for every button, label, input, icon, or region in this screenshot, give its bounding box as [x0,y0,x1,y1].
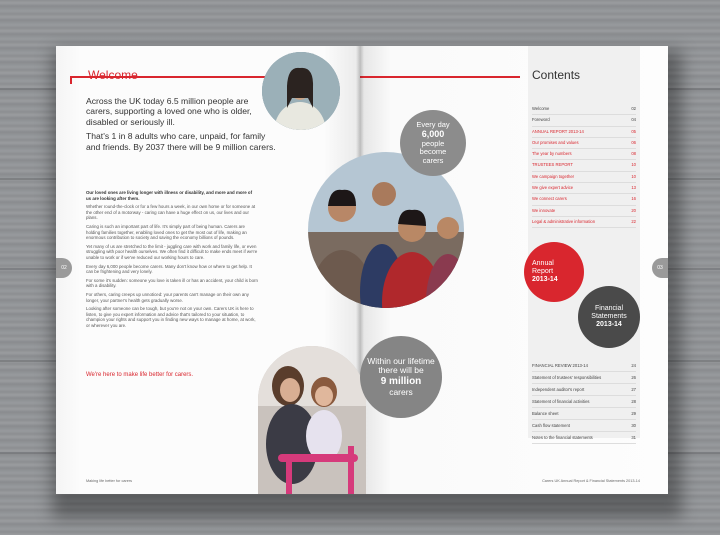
toc-row[interactable] [532,420,636,432]
body-paragraph: Caring is such an important part of life. It's simply part of being human. Carers are holding families together, enabling loved ones to get the most out of life, making an enormous contribution to society and saving the economy billions of pounds. [86,223,247,241]
toc-row[interactable] [532,384,636,396]
toc-row[interactable] [532,372,636,384]
toc-row[interactable] [532,183,636,194]
toc-label: Cash flow statement [532,423,570,428]
toc-page: 16 [631,196,636,202]
stat-9million-circle [360,336,442,418]
toc-label: We campaign together [532,173,575,179]
toc-label: Our promises and values [532,139,579,145]
toc-label: We give expert advice [532,185,574,191]
toc-label: TRUSTEES REPORT [532,162,573,168]
toc-row[interactable] [532,149,636,160]
page-number-tab: 02 [56,258,72,278]
family-group-photo [308,152,464,308]
stat-line: Within our lifetime there will be [367,355,435,376]
toc-page: 05 [631,128,636,134]
woman-portrait-photo [262,52,340,130]
toc-row[interactable] [532,127,636,138]
toc-row[interactable] [532,408,636,420]
page-number-tab: 03 [652,258,668,278]
toc-label: We innovate [532,207,556,213]
toc-page: 08 [631,151,636,157]
toc-label: Statement of trustees' responsibilities [532,375,602,380]
circle-line: 2013-14 [532,276,558,284]
toc-page: 10 [631,162,636,168]
toc-page: 20 [631,207,636,213]
body-paragraph: Every day 6,000 people become carers. Many don't know how or where to get help. It can be frightening and very lonely. [86,263,252,275]
body-paragraph: For others, caring creeps up unnoticed: your parents can't manage on their own any longer, your partner's health gets gradually worse. [86,291,249,303]
toc-page: 10 [631,173,636,179]
toc-page: 02 [631,106,636,111]
red-rule-tick [70,76,72,84]
toc-label: FINANCIAL REVIEW 2013-14 [532,363,588,368]
toc-row[interactable] [532,396,636,408]
stat-6000-circle [400,110,466,176]
intro-paragraph: Across the UK today 6.5 million people are carers, supporting a loved one who is older, disabled or seriously ill. [86,96,252,127]
toc-page: 06 [631,139,636,145]
toc-label: Notes to the financial statements [532,435,593,440]
stat-number: 6,000 [421,129,445,140]
toc-label: The year by numbers [532,151,572,157]
body-paragraph: For some it's sudden: someone you love is taken ill or has an accident, your child is born with a disability. [86,277,258,289]
red-rule [360,76,520,78]
toc-label: Independent auditor's report [532,387,585,392]
toc-row[interactable] [532,194,636,205]
body-paragraph: Whether round-the-clock or for a few hours a week, in our own home or for someone at the other end of a motorway - caring can have a huge effect on us, our lives and our plans. [86,204,256,221]
toc-row[interactable] [532,217,636,228]
toc-label: Statement of financial activities [532,399,590,404]
toc-page: 24 [631,363,636,368]
intro-paragraph: That's 1 in 8 adults who care, unpaid, for family and friends. By 2037 there will be 9 million carers. [86,131,276,152]
toc-label: We connect carers [532,196,567,202]
toc-label: Legal & administrative information [532,218,596,224]
intro-text [86,96,276,156]
annual-report-circle [524,242,584,302]
body-paragraph: Looking after someone can be tough, but you're not on your own. Carers UK is here to listen, to give you expert information and advice that's tailored to your situation, to champion your rights and support you in finding new ways to manage at home, at work, or wherever you are. [86,306,256,328]
toc-row[interactable] [532,138,636,149]
footer-text: Making life better for carers [86,479,133,483]
toc-label: Balance sheet [532,411,559,416]
toc-row[interactable] [532,172,636,183]
toc-page: 26 [631,375,636,380]
financial-statements-circle [578,286,640,348]
toc-row[interactable] [532,360,636,372]
toc-page: 30 [631,423,636,428]
toc-label: Welcome [532,106,550,111]
body-paragraph: Our loved ones are living longer with illness or disability, and more and more of us are looking after them. [86,190,253,201]
toc-row[interactable] [532,104,636,115]
toc-label: Foreword [532,117,550,123]
stat-line: people become carers [419,138,447,165]
toc-row[interactable] [532,432,636,444]
contents-title: Contents [532,68,581,82]
toc-page: 13 [631,185,636,191]
toc-page: 27 [631,387,636,392]
circle-line: Annual [532,259,554,267]
contents-list [532,104,636,228]
circle-line: Statements [591,312,627,320]
stat-line: carers [389,386,413,397]
toc-label: ANNUAL REPORT 2013-14 [532,128,584,134]
toc-row[interactable] [532,160,636,171]
page-title: Welcome [88,68,138,82]
toc-page: 22 [631,218,636,224]
carer-illustration [258,346,366,494]
footer-text: Carers UK Annual Report & Financial Statements 2013-14 [542,479,640,483]
toc-page: 28 [631,399,636,404]
body-text [86,190,258,331]
family-illustration [308,152,464,308]
toc-row[interactable] [532,115,636,126]
carer-child-photo [258,346,366,494]
body-paragraph: Yet many of us are stretched to the limit - juggling care with work and family life, or even struggling with poor health ourselves. We often find it difficult to make ends meet if we're unable to work or if we've reduced our working hours to care. [86,243,258,260]
stat-line: Every day [416,119,450,129]
portrait-illustration [262,52,340,130]
stat-number: 9 million [380,376,422,388]
circle-line: Financial [594,304,623,312]
toc-page: 04 [631,117,636,123]
toc-row[interactable] [532,206,636,217]
circle-line: 2013-14 [596,321,622,329]
circle-line: Report [532,267,554,275]
closing-line: We're here to make life better for carers. [86,372,194,378]
toc-page: 29 [631,411,636,416]
toc-page: 31 [631,435,636,440]
financial-contents-list [532,360,636,444]
